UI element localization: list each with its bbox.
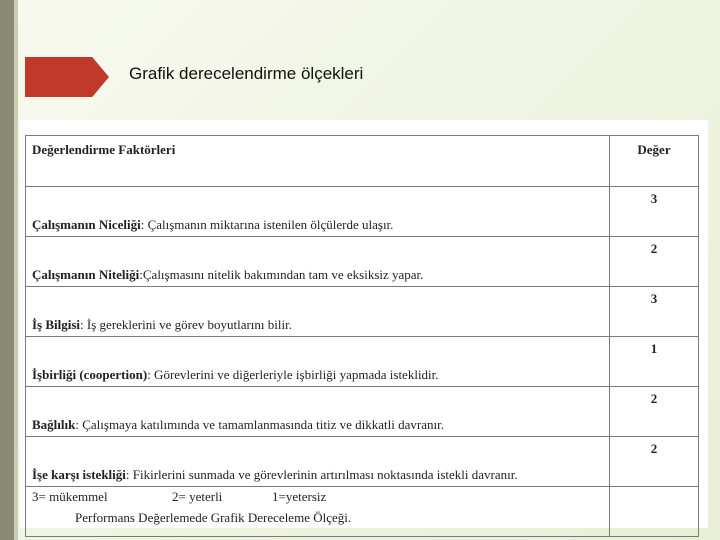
factor-description: : Çalışmanın miktarına istenilen ölçülerde ulaşır. xyxy=(140,217,394,232)
factor-description: : İş gereklerini ve görev boyutlarını bilir. xyxy=(80,317,292,332)
left-decor-strip xyxy=(14,0,18,540)
factor-name: İşbirliği (coopertion) xyxy=(32,367,148,382)
legend-insufficient: 1=yetersiz xyxy=(272,489,327,504)
value-cell: 1 xyxy=(610,337,699,387)
factor-cell xyxy=(26,237,610,287)
factor-cell xyxy=(26,187,610,237)
factor-description: : Çalışmaya katılımında ve tamamlanmasında titiz ve dikkatli davranır. xyxy=(75,417,444,432)
table-row xyxy=(26,187,699,237)
factor-cell xyxy=(26,387,610,437)
title-arrow-shape xyxy=(25,57,109,97)
table-caption: Performans Değerlemede Grafik Dereceleme Ölçeği. xyxy=(75,510,352,525)
table-header-row xyxy=(26,136,699,187)
scanned-document xyxy=(20,120,708,528)
factor-description: : Fikirlerini sunmada ve görevlerinin artırılması noktasında istekli davranır. xyxy=(125,467,518,482)
factor-name: İşe karşı istekliği xyxy=(32,467,126,482)
factor-cell xyxy=(26,287,610,337)
factor-cell xyxy=(26,437,610,487)
factor-name: Çalışmanın Niteliği xyxy=(32,267,140,282)
factor-name: İş Bilgisi xyxy=(32,317,81,332)
table-row xyxy=(26,287,699,337)
factor-description: : Görevlerini ve diğerleriyle işbirliği yapmada isteklidir. xyxy=(147,367,439,382)
rating-scale-table xyxy=(25,135,699,537)
value-cell: 2 xyxy=(610,237,699,287)
table-row xyxy=(26,237,699,287)
legend-excellent: 3= mükemmel xyxy=(32,489,108,504)
header-factors: Değerlendirme Faktörleri xyxy=(26,136,610,187)
value-cell: 2 xyxy=(610,387,699,437)
legend-sufficient: 2= yeterli xyxy=(172,489,223,504)
factor-name: Çalışmanın Niceliği xyxy=(32,217,141,232)
table-row xyxy=(26,337,699,387)
value-cell: 3 xyxy=(610,287,699,337)
table-row xyxy=(26,437,699,487)
table-row xyxy=(26,387,699,437)
factor-name: Bağlılık xyxy=(32,417,76,432)
left-decor-bar xyxy=(0,0,14,540)
header-value: Değer xyxy=(610,136,699,187)
legend-empty-cell xyxy=(610,487,699,537)
value-cell: 2 xyxy=(610,437,699,487)
slide-title: Grafik derecelendirme ölçekleri xyxy=(129,64,364,83)
factor-description: :Çalışmasını nitelik bakımından tam ve eksiksiz yapar. xyxy=(139,267,424,282)
factor-cell xyxy=(26,337,610,387)
value-cell: 3 xyxy=(610,187,699,237)
